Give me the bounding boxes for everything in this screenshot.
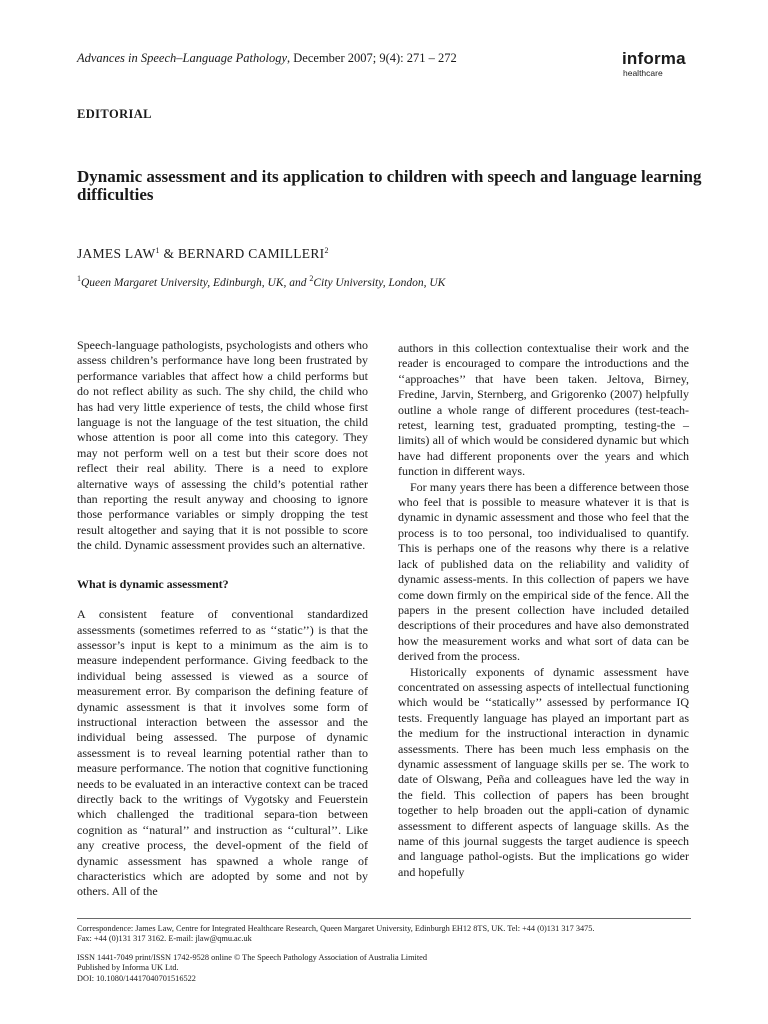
- correspondence-line: Fax: +44 (0)131 317 3162. E-mail: jlaw@qmu.ac.uk: [77, 934, 252, 944]
- author-affiliation-marker: 2: [324, 246, 329, 255]
- body-column-left: [77, 338, 368, 900]
- author-line: [77, 246, 329, 262]
- section-heading: What is dynamic assessment?: [77, 576, 229, 591]
- publisher-line: Published by Informa UK Ltd.: [77, 963, 179, 973]
- author-name: JAMES LAW: [77, 246, 156, 261]
- journal-citation: [77, 51, 457, 66]
- logo-wordmark: informa: [622, 49, 686, 68]
- correspondence-line: Correspondence: James Law, Centre for Integrated Healthcare Research, Queen Margaret University, Edinburgh EH12 8TS, UK. Tel: +44 (0)131 317 3475.: [77, 924, 595, 933]
- affiliation-text: Queen Margaret University, Edinburgh, UK, and: [81, 277, 310, 289]
- article-title: Dynamic assessment and its application to children with speech and language learning difficulties: [77, 167, 702, 204]
- affiliation-text: City University, London, UK: [313, 277, 446, 289]
- author-affiliation-marker: 1: [155, 246, 160, 255]
- body-paragraph: authors in this collection contextualise their work and the reader is encouraged to compare the introductions and the ‘‘approaches’’ that have been taken. Jeltova, Birney, Fredine, Jarvin, Sternberg, and Grigorenko (2007) helpfully outline a whole range of different procedures (test-teach-retest, learning test, graduated prompting, testing-the – limits) all of which would be considered dynamic but which have had different proponents over the years and which function in different ways.: [398, 341, 689, 479]
- author-separator: &: [159, 246, 178, 261]
- journal-name: Advances in Speech–Language Pathology: [77, 51, 288, 65]
- journal-issue: , December 2007; 9(4): 271 – 272: [287, 51, 457, 65]
- body-paragraph: For many years there has been a difference between those who feel that is possible to measure whatever it is that is dynamic in dynamic assessment and those who feel that the process is to too personal, too individualised to quantify. This is perhaps one of the reasons why there is a relative lack of published data on the reliability and validity of dynamic assess-ments. In this collection of papers we have come down firmly on the empirical side of the fence. All the papers in the present collection have included detailed descriptions of their procedures and have also demonstrated how the measurement works and what sort of data can be derived from the process.: [398, 479, 689, 664]
- footer-notes: [77, 924, 697, 984]
- affiliations: [77, 274, 446, 289]
- logo-subtitle: healthcare: [623, 68, 663, 78]
- section-label: EDITORIAL: [77, 107, 152, 121]
- author-name: BERNARD CAMILLERI: [177, 246, 325, 261]
- body-paragraph: A consistent feature of conventional standardized assessments (sometimes referred to as ‘‘static’’) is that the assessor’s input is kept to a minimum as the aim is to measure independent performance. Giving feedback to the individual being assessed is viewed as a source of measurement error. By comparison the defining feature of dynamic assessment is that it involves some form of instructional interaction between the assessor and the individual being assessed. The purpose of dynamic assessment is to reveal learning potential rather than to measure performance. The notion that cognitive functioning needs to be evaluated in an interactive context can be traced directly back to the writings of Vygotsky and Feuerstein which challenged the traditional separa-tion between cognition as ‘‘natural’’ and instruction as ‘‘cultural’’. Like any creative process, the devel-opment of the field of dynamic assessment has spawned a whole range of characteristics which are adopted by some and not by others. All of the: [77, 607, 368, 899]
- footer-spacer: [77, 945, 697, 953]
- body-paragraph: Historically exponents of dynamic assessment have concentrated on assessing aspects of intellectual functioning which would be ‘‘statically’’ assessed by performance IQ tests. Frequently language has played an important part as the medium for the instructional interaction in dynamic assessments. There has been much less emphasis on the dynamic assessment of language skills per se. The work to date of Olswang, Peña and colleagues have led the way in the field. This collection of papers has been brought together to help broaden out the appli-cation of dynamic assessment to different aspects of language skills. As the name of this journal suggests the target audience is speech and language pathol-ogists. But the implications go wider and hopefully: [398, 664, 689, 879]
- body-paragraph: Speech-language pathologists, psychologists and others who assess children’s performance have long been frustrated by performance variables that affect how a child performs but do not reflect ability as such. The shy child, the child who has had very little experience of tests, the child whose first language is not the language of the test situation, the child whose attention is poor all come into this category. They may not perform well on a test but their score does not reflect their real ability. There is a need to explore alternative ways of assessing the child’s potential rather than reporting the result anyway and choosing to ignore those performance variables or simply dropping the test result altogether and saying that it is not possible to score the child. Dynamic assessment provides such an alternative.: [77, 338, 368, 553]
- issn-line: ISSN 1441-7049 print/ISSN 1742-9528 online © The Speech Pathology Association of Australia Limited: [77, 952, 427, 962]
- affiliation-marker: 2: [309, 274, 314, 283]
- publisher-logo: [622, 49, 686, 78]
- doi-line: DOI: 10.1080/14417040701516522: [77, 973, 196, 983]
- footer-divider: [77, 918, 691, 919]
- affiliation-marker: 1: [77, 274, 81, 283]
- body-column-right: [398, 341, 689, 880]
